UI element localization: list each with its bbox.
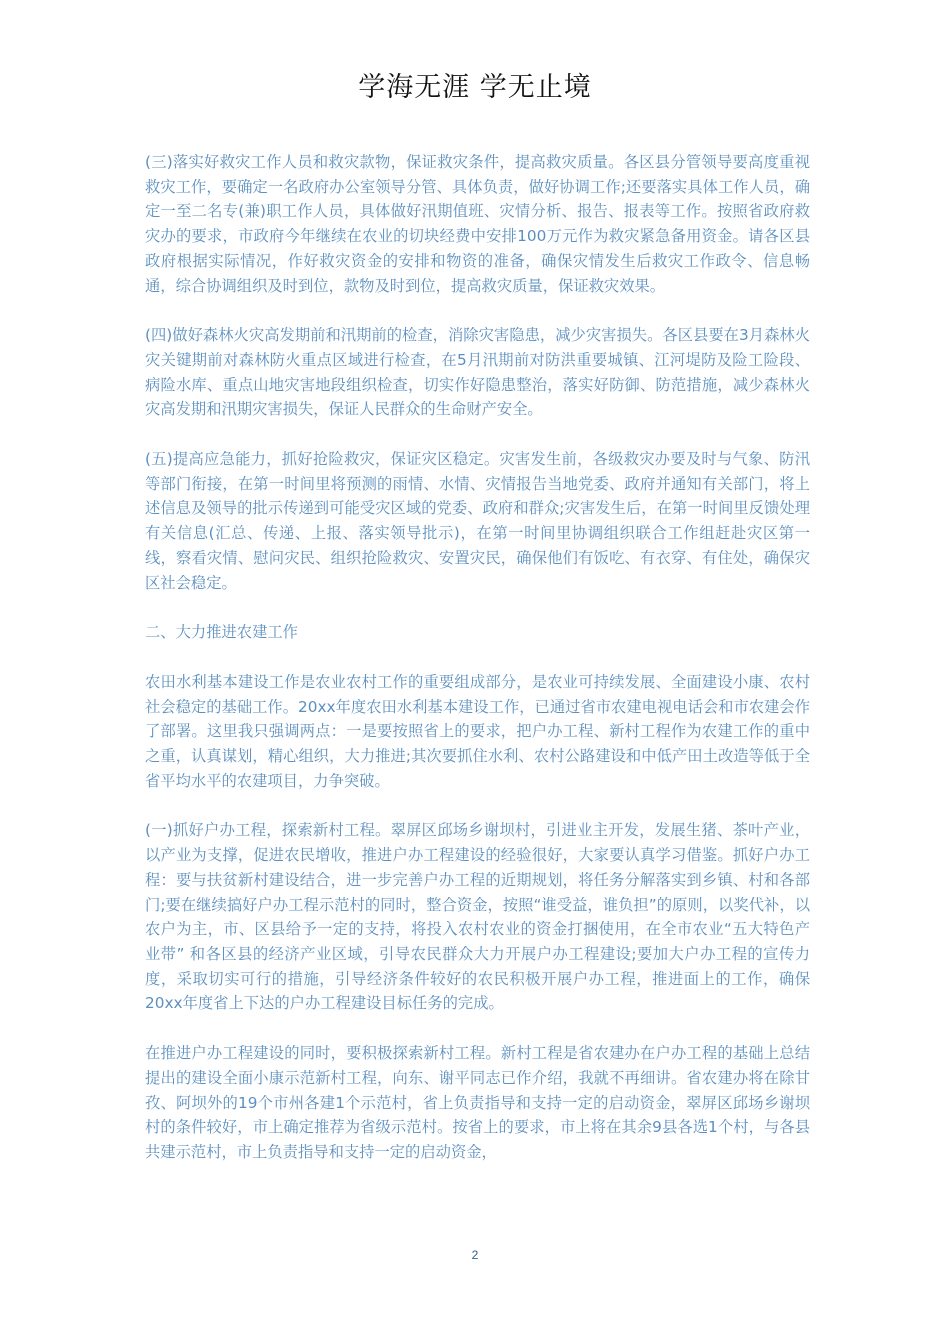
- page-number: 2: [471, 1248, 479, 1262]
- paragraph-new-village: 在推进户办工程建设的同时，要积极探索新村工程。新村工程是省农建办在户办工程的基础上总结提出的建设全面小康示范新村工程，向东、谢平同志已作介绍，我就不再细讲。省农建办将在除甘孜、阿坝外的19个市州各建1个示范村，省上负责指导和支持一定的启动资金，翠屏区邱场乡谢坝村的条件较好，市上确定推荐为省级示范村。按省上的要求，市上将在其余9县各选1个村，与各县共建示范村，市上负责指导和支持一定的启动资金，: [145, 1044, 810, 1161]
- section-heading: 二、大力推进农建工作: [145, 623, 298, 642]
- paragraph-farmland-intro: 农田水利基本建设工作是农业农村工作的重要组成部分，是农业可持续发展、全面建设小康、农村社会稳定的基础工作。20xx年度农田水利基本建设工作，已通过省市农建电视电话会和市农建会作了部署。这里我只强调两点：一是要按照省上的要求，把户办工程、新村工程作为农建工作的重中之重，认真谋划，精心组织，大力推进;其次要抓住水利、农村公路建设和中低产田土改造等低于全省平均水平的农建项目，力争突破。: [145, 672, 810, 790]
- document-body: [145, 150, 810, 1190]
- header-title: 学海无涯 学无止境: [358, 72, 592, 103]
- paragraph-section-5: (五)提高应急能力，抓好抢险救灾，保证灾区稳定。灾害发生前，各级救灾办要及时与气象、防汛等部门衔接，在第一时间里将预测的雨情、水情、灾情报告当地党委、政府并通知有关部门，将上述信息及领导的批示传递到可能受灾区域的党委、政府和群众;灾害发生后，在第一时间里反馈处理有关信息(汇总、传递、上报、落实领导批示)，在第一时间里协调组织联合工作组赶赴灾区第一线，察看灾情、慰问灾民、组织抢险救灾、安置灾民，确保他们有饭吃、有衣穿、有住处，确保灾区社会稳定。: [145, 450, 810, 592]
- paragraph-household-projects: (一)抓好户办工程，探索新村工程。翠屏区邱场乡谢坝村，引进业主开发，发展生猪、茶叶产业，以产业为支撑，促进农民增收，推进户办工程建设的经验很好，大家要认真学习借鉴。抓好户办工程：要与扶贫新村建设结合，进一步完善户办工程的近期规划，将任务分解落实到乡镇、村和各部门;要在继续搞好户办工程示范村的同时，整合资金，按照“谁受益，谁负担”的原则，以奖代补，以农户为主，市、区县给予一定的支持，将投入农村农业的资金打捆使用，在全市农业“五大特色产业带” 和各区县的经济产业区域，引导农民群众大力开展户办工程建设;要加大户办工程的宣传力度，采取切实可行的措施，引导经济条件较好的农民积极开展户办工程，推进面上的工作，确保20xx年度省上下达的户办工程建设目标任务的完成。: [145, 821, 810, 1013]
- paragraph-section-3: (三)落实好救灾工作人员和救灾款物，保证救灾条件，提高救灾质量。各区县分管领导要高度重视救灾工作，要确定一名政府办公室领导分管、具体负责，做好协调工作;还要落实具体工作人员，确定一至二名专(兼)职工作人员，具体做好汛期值班、灾情分析、报告、报表等工作。按照省政府救灾办的要求，市政府今年继续在农业的切块经费中安排100万元作为救灾紧急备用资金。请各区县政府根据实际情况，作好救灾资金的安排和物资的准备，确保灾情发生后救灾工作政令、信息畅通，综合协调组织及时到位，款物及时到位，提高救灾质量，保证救灾效果。: [145, 153, 810, 295]
- paragraph-section-4: (四)做好森林火灾高发期前和汛期前的检查，消除灾害隐患，减少灾害损失。各区县要在3月森林火灾关键期前对森林防火重点区域进行检查，在5月汛期前对防洪重要城镇、江河堤防及险工险段、病险水库、重点山地灾害地段组织检查，切实作好隐患整治，落实好防御、防范措施，减少森林火灾高发期和汛期灾害损失，保证人民群众的生命财产安全。: [145, 326, 810, 419]
